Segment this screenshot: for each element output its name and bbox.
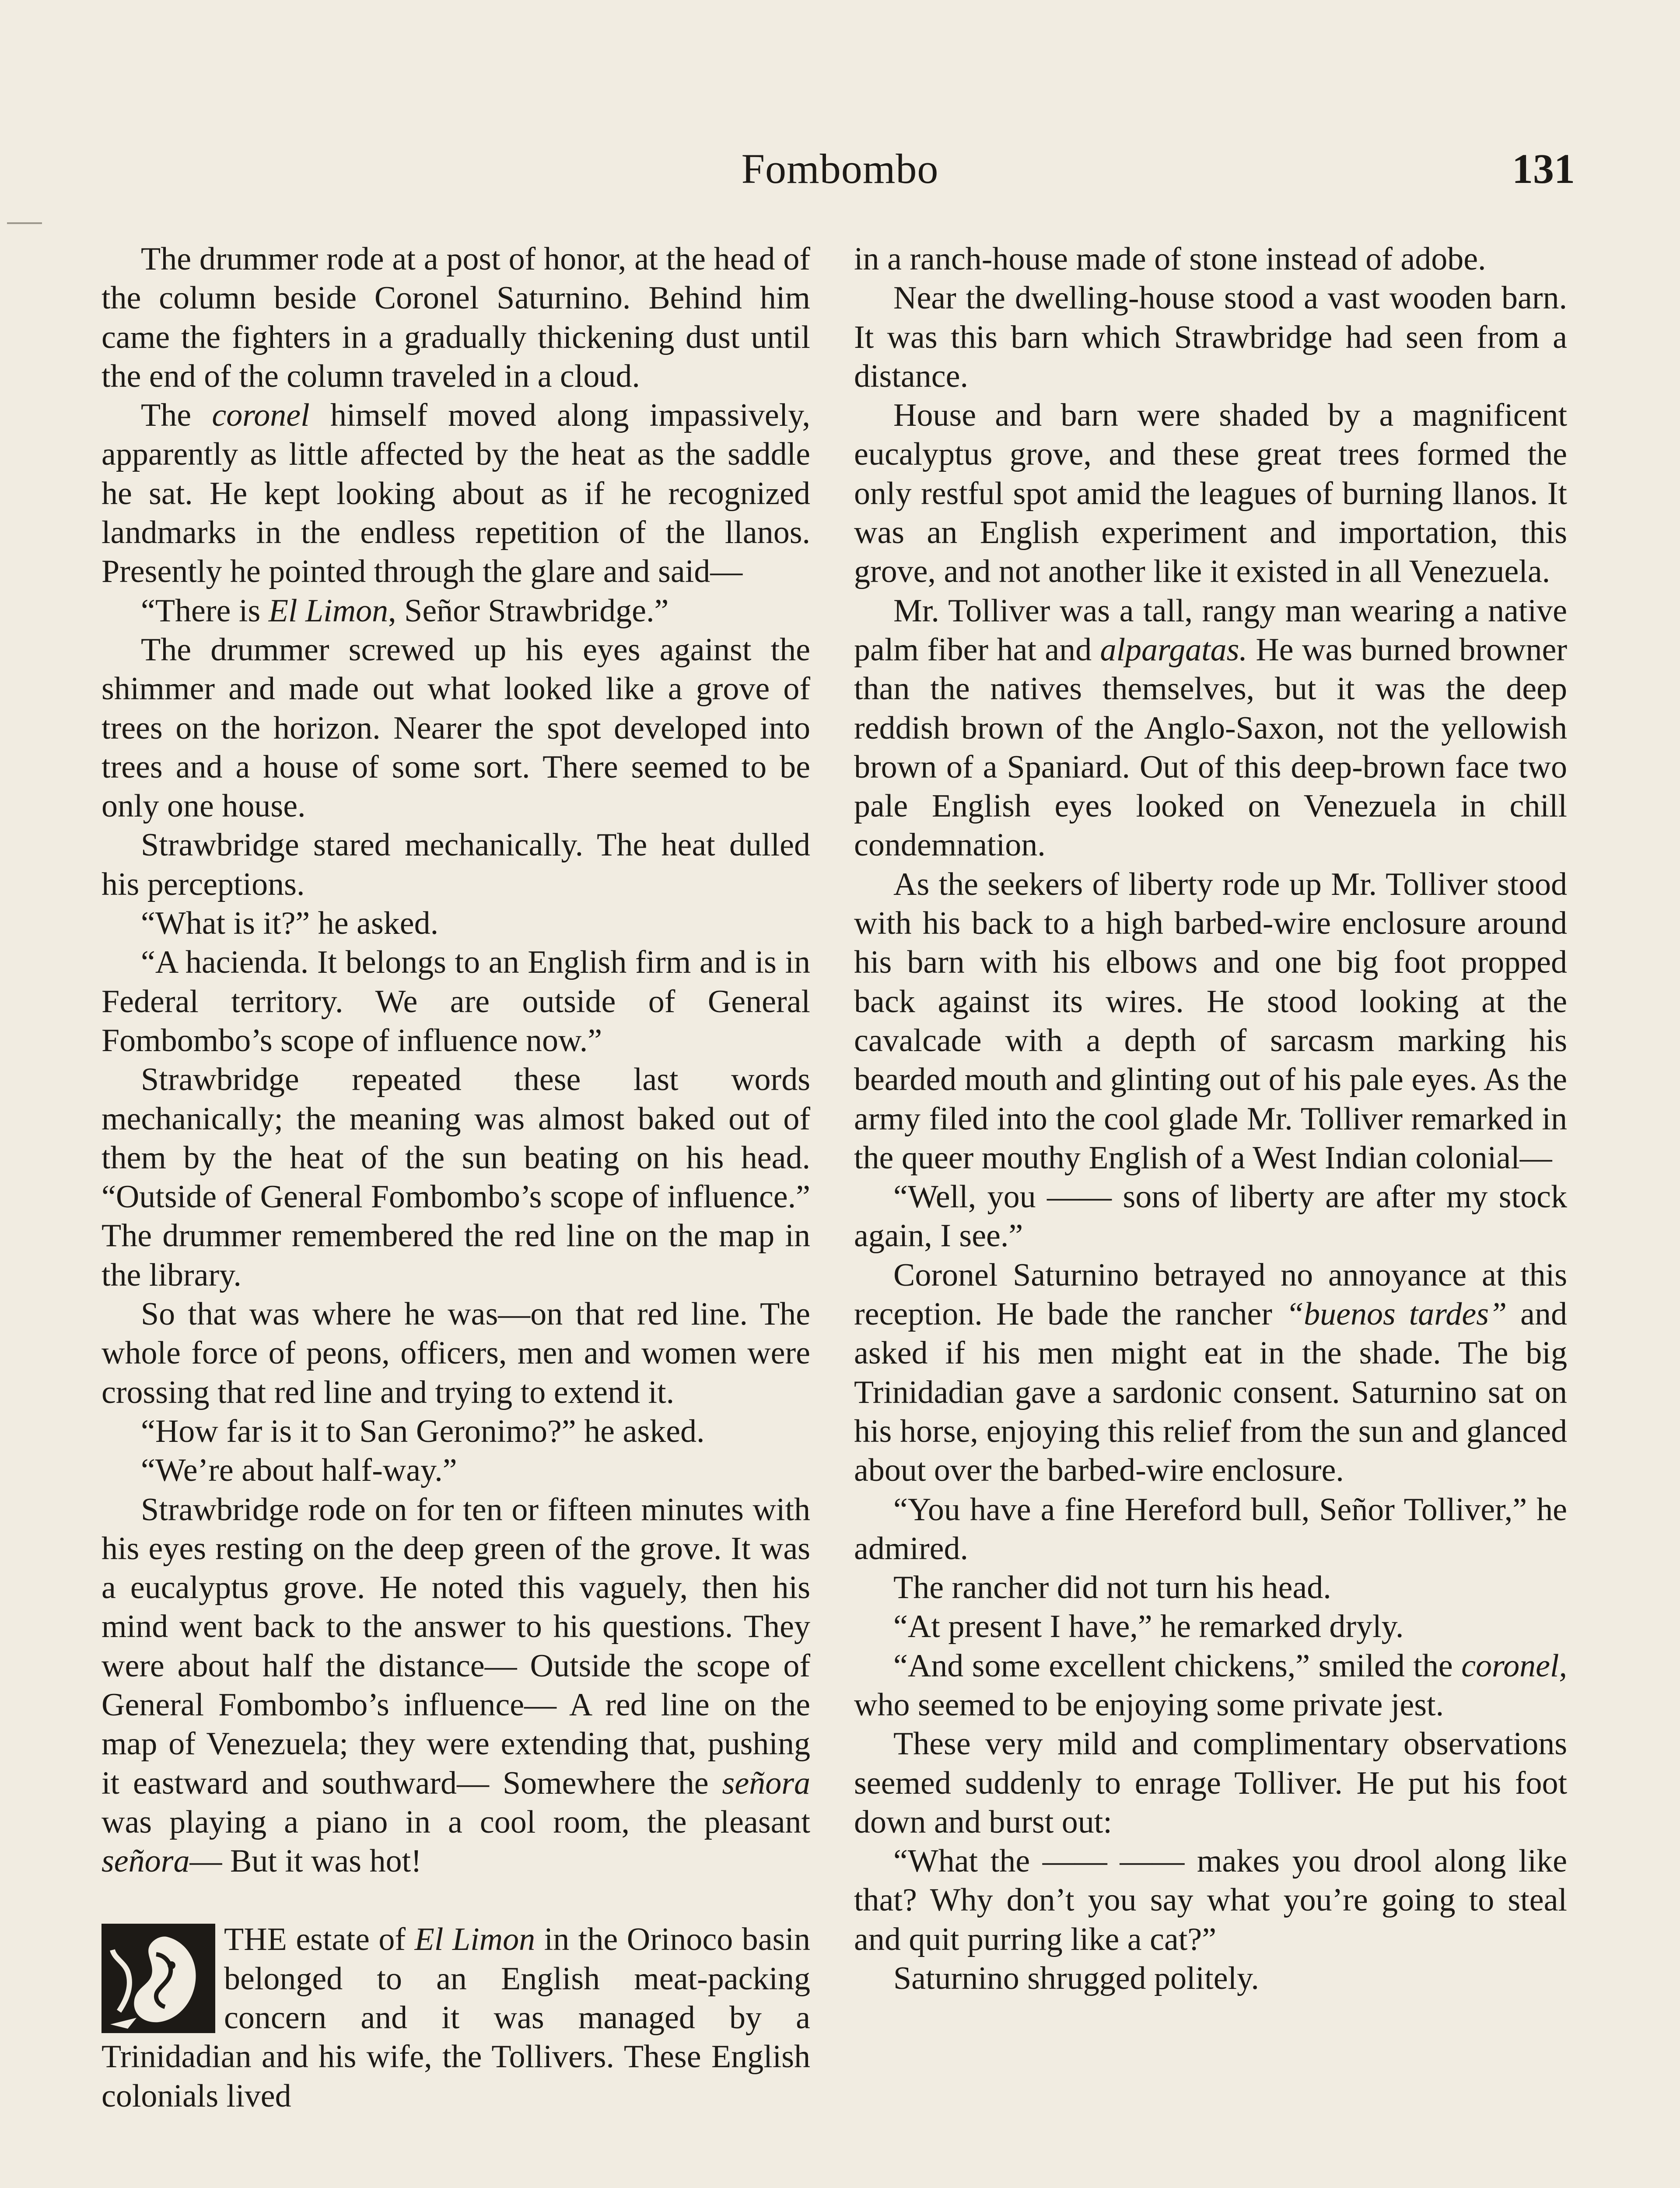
paragraph: The coronel himself moved along impassively, apparently as little affected by the heat as the saddle he sat. He kept looking about as if he recognized landmarks in the endless repetition of the llanos. Presently he pointed through the glare and said— xyxy=(102,397,810,590)
paragraph: The rancher did not turn his head. xyxy=(893,1570,1331,1606)
decorative-initial-icon xyxy=(102,1924,215,2033)
paragraph: “A hacienda. It belongs to an English firm and is in Federal territory. We are outside of General Fombombo’s scope of influence now.” xyxy=(102,944,810,1059)
paragraph: “And some excellent chickens,” smiled the coronel, who seemed to be enjoying some private jest. xyxy=(854,1648,1567,1723)
paragraph: Mr. Tolliver was a tall, rangy man wearing a native palm fiber hat and alpargatas. He was burned browner than the natives themselves, but it was the deep reddish brown of the Anglo-Saxon, not the yellowish brown of a Spaniard. Out of this deep-brown face two pale English eyes looked on Venezuela in chill condemnation. xyxy=(854,593,1567,863)
paragraph: “How far is it to San Geronimo?” he asked. xyxy=(141,1413,705,1449)
paragraph: “There is El Limon, Señor Strawbridge.” xyxy=(141,593,669,629)
right-column xyxy=(854,240,1567,1998)
left-column xyxy=(102,240,810,2116)
paragraph: “We’re about half-way.” xyxy=(141,1452,457,1489)
paragraph: Strawbridge rode on for ten or fifteen minutes with his eyes resting on the deep green of the grove. It was a eucalyptus grove. He noted this vaguely, then his mind went back to the answer to his questions. They were about half the distance— Outside the scope of General Fombombo’s influence— A red line on the map of Venezuela; they were extending that, pushing it eastward and southward— Somewhere the señora was playing a piano in a cool room, the pleasant señora— But it was hot! xyxy=(102,1491,810,1879)
paragraph: “At present I have,” he remarked dryly. xyxy=(893,1609,1404,1645)
paragraph: “What the —— —— makes you drool along like that? Why don’t you say what you’re going to steal and quit purring like a cat?” xyxy=(854,1843,1567,1957)
page-number: 131 xyxy=(1512,145,1575,192)
paragraph: These very mild and complimentary observations seemed suddenly to enrage Tolliver. He put his foot down and burst out: xyxy=(854,1726,1567,1840)
paragraph: As the seekers of liberty rode up Mr. Tolliver stood with his back to a high barbed-wire enclosure around his barn with his elbows and one big foot propped back against its wires. He stood looking at the cavalcade with a depth of sarcasm marking his bearded mouth and glinting out of his pale eyes. As the army filed into the cool glade Mr. Tolliver remarked in the queer mouthy English of a West Indian colonial— xyxy=(854,866,1567,1176)
margin-mark xyxy=(7,222,42,224)
paragraph: House and barn were shaded by a magnificent eucalyptus grove, and these great trees formed the only restful spot amid the leagues of burning llanos. It was an English experiment and importation, this grove, and not another like it existed in all Venezuela. xyxy=(854,397,1567,590)
paragraph: Strawbridge stared mechanically. The heat dulled his perceptions. xyxy=(102,827,810,902)
section-opening-paragraph: THE estate of El Limon in the Orinoco basin belonged to an English meat-packing concern and it was managed by a Trinidadian and his wife, the Tollivers. These English colonials lived xyxy=(102,1922,810,2114)
paragraph: The drummer screwed up his eyes against the shimmer and made out what looked like a grove of trees on the horizon. Nearer the spot developed into trees and a house of some sort. There seemed to be only one house. xyxy=(102,631,810,824)
paragraph: Strawbridge repeated these last words mechanically; the meaning was almost baked out of them by the heat of the sun beating on his head. “Outside of General Fombombo’s scope of influence.” The drummer remembered the red line on the map in the library. xyxy=(102,1062,810,1293)
section-break xyxy=(102,1881,810,1920)
running-head-title: Fombombo xyxy=(741,145,939,192)
paragraph: “What is it?” he asked. xyxy=(141,905,439,942)
paragraph: “You have a fine Hereford bull, Señor Tolliver,” he admired. xyxy=(854,1491,1567,1567)
paragraph: “Well, you —— sons of liberty are after my stock again, I see.” xyxy=(854,1179,1567,1254)
paragraph: So that was where he was—on that red line. The whole force of peons, officers, men and women were crossing that red line and trying to extend it. xyxy=(102,1296,810,1410)
paragraph: in a ranch-house made of stone instead of adobe. xyxy=(854,241,1486,277)
paragraph: The drummer rode at a post of honor, at the head of the column beside Coronel Saturnino. Behind him came the fighters in a gradually thickening dust until the end of the column traveled in a cloud. xyxy=(102,241,810,394)
paragraph: Coronel Saturnino betrayed no annoyance at this reception. He bade the rancher “buenos tardes” and asked if his men might eat in the shade. The big Trinidadian gave a sardonic consent. Saturnino sat on his horse, enjoying this relief from the sun and glanced about over the barbed-wire enclosure. xyxy=(854,1257,1567,1489)
paragraph: Near the dwelling-house stood a vast wooden barn. It was this barn which Strawbridge had seen from a distance. xyxy=(854,280,1567,394)
paragraph: Saturnino shrugged politely. xyxy=(893,1960,1259,1997)
